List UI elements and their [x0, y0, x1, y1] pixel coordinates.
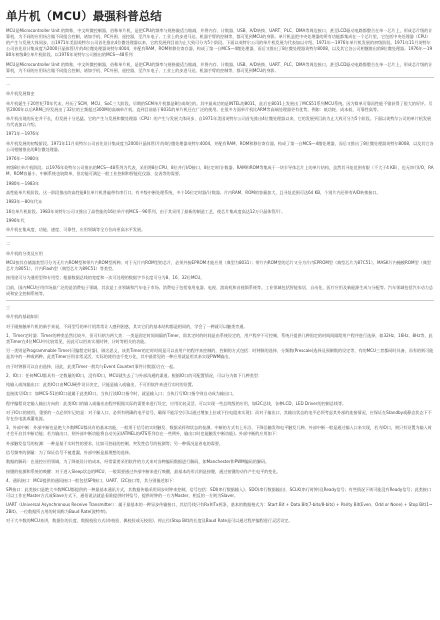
paragraph: 直接读写IO口：如MCS-51的IO口就属于此类IO口。当执行读IO口指令时，就是输入口；当执行写IO口指令则自动成为输出口。	[6, 391, 237, 397]
page-title: 单片机（MCU）最强科普总结	[6, 9, 162, 23]
period-heading: 1980年～1983年	[6, 180, 40, 186]
paragraph: 1、Timer定时器：Timer的种类虽然比较多，但可归纳为两大类：一类是固定时间间隔的Timer，即其定时的时间是由系统设定的，用户程序不可控制，系统只提供几种固定的时间间隔给用户程序进行选择，如32Hz、16Hz、8Hz等，此类Timer在4位MCU中比较常见，因此可以用来实现时钟、计时等相关的功能。	[6, 332, 433, 344]
paragraph: 信号频率的测量：为了保证信号不被遗漏，外部中断是最理想的选择。	[6, 449, 133, 455]
paragraph: 程序编程设定输入输出方向的：此类IO口的输入或输出由程序根据实际的需要来进行设定，应用比较灵活，可以实现一些总线级的应用，如I2C总线、各种LCD、LED Driver的控制总线等。	[6, 400, 347, 406]
paragraph: 单片机在集成度、功能、速度、可靠性、应用领域等全方位向更高水平发展。	[6, 227, 146, 233]
period-heading: 1971年～1976年	[6, 131, 40, 137]
paragraph: 由于时钟源可以自由选择，因此，此类Timer一般均与Event Counter(事件计数器)合在一起。	[6, 363, 178, 369]
section-heading: 单片机发展简史	[6, 91, 35, 97]
paragraph: 4、通讯接口：MCU提供的通讯接口一般包括SPI接口、UART、I2C接口等，其分别描述如下：	[6, 477, 177, 483]
paragraph: 单片机出现的历史并不长，但发展十分迅猛。它的产生与发展和微处理器（CPU）的产生与发展大体同步，自1971年美国英特尔公司首先推出4位微处理器以来，它的发展到目前为止大致可分为5个阶段。下面以英特尔公司的单片机发展为代表加以介绍。	[6, 115, 432, 128]
section-heading: 单片机的基础知识	[6, 314, 39, 320]
paragraph: MCU按其存储器类型可分为无片内ROM型和带片内ROM型两种。对于无片内ROM型的芯片，必须外接EPROM才能应用（典型为8031）；带片内ROM型的芯片又分为片内EPROM型（典型芯片为87C51）、MASK片内掩模ROM型（典型芯片为8051）、片内Flash型（典型芯片为89C51）等类型。	[6, 259, 431, 271]
paragraph: 对于大多数的MCU来讲，数据位的长度、数据校验方式(奇校验、偶校验或无校验)、停止位(Stop Bit)的长度及Baud Rate是可以通过程序编程进行灵活设定。	[6, 517, 293, 523]
section-number: 二	[6, 241, 11, 247]
period-heading: 1990年代	[6, 217, 25, 223]
paragraph: 16位单片机阶段。1983年英特尔公司又推出了高性能的16位单片机MCS－96系列，由于其采用了最新的制造工艺，使芯片集成度高达12万只晶体管/片。	[6, 208, 286, 214]
summary-paragraph: MCU是Microcontroller Unit 的简称，中文叫微控制器，俗称单片机，是把CPU的频率与规格做适当缩减，并将内存、计数器、USB、A/D转换、UART、PLC、DMA等周边接口，甚至LCD驱动电路都整合在单一芯片上，形成芯片级的计算机，为不同的应用场合做不同组合控制，诸如手机、PC外围、遥控器，至汽车电子、工业上的步进马达、机器手臂的控制等，都可见到MCU的身影。	[6, 61, 433, 73]
paragraph: 按键的检测和系统的唤醒：对于进入Sleep状态的MCU，一般需要通过外部中断来进行唤醒，最基本的形式则是按键，通过按键的动作产生电平的变化。	[6, 468, 281, 474]
paragraph: 另一类则是Programmable Timer(可编程定时器)，顾名思义，该类Timer的定时时间是可以由用户的程序来控制的，控制的方式包括：时钟源的选择、分频数(Prescale)选择及预制数的设定等，有的MCU三者都同时具备，而有的则可能是其中的一种或两种。此类Timer应用非常灵活，实际的使用也千变万化，其中最常见的一种应用就是用其来实现PWM输出。	[6, 348, 434, 360]
paragraph: 2、IO口：任何MCU都具有一定数量的IO口，没有IO口，MCU就失去了与外部沟通的渠道。根据IO口的可配置情况，可以分为如下几种类型：	[6, 372, 263, 378]
paragraph: 对于IO口的使用，重要的一点必须牢记的是：对于输入口，必须有明确的电平信号，确保不能浮空(可以通过增加上拉或下拉电阻来实现)；而对于输出口，其输出状态的电平必须考虑其外部的连接情况，应保证在Standby或静态状态下不存在拉电流或灌电流。	[6, 409, 432, 422]
article-body	[6, 28, 434, 524]
paragraph: 数据的解码：在遥控应用领域，为了降低设计的成本，经常需要采用软件的方式来对各种编码数据进行解码，如Manchester和PWM编码的解码。	[6, 459, 270, 465]
section-number: 三	[6, 304, 11, 310]
section-heading: 单片机的分类及应用	[6, 250, 43, 256]
paragraph: 3、外部中断：外部中断也是绝大多数MCU都具有的基本功能，一般用于信号的实时触发、数据采样和状态的检测。中断的方式有上升沿、下降沿触发和电平触发几种。外部中断一般是通过输入口来实现，若为IO口，则只有设置为输入时才会开启其中断功能；若为输出口，则外部中断功能将自动关闭(ATMEL的ATS系列存在一些例外，输出口时也能触发中断功能)。外部中断的应用如下：	[6, 425, 432, 437]
paragraph: 外部触发信号的检测：一种是基于实时性的要求，比如可控硅的控制，突发性信号的检测等；另一种情况是省电的需要。	[6, 440, 223, 446]
paragraph: 初级8位单片机阶段。以1976年英特尔公司推出的MCS—48系列为代表，采用将8位CPU、8位并行I/O接口、8位定时/计数器、RAM和ROM等集成于一块半导体芯片上的单片结构，虽然其寻址范围有限（不大于4 KB），也无串行I/O，RAM、ROM容量小，中断系统也较简单，但功能可满足一般工业控制和智能化仪器、仪表等的需要。	[6, 165, 434, 177]
paragraph: 纯输入或纯输出口：此类IO口由MCU硬件设计决定，只能是输入或输出，不可用软件来进行实时的设置。	[6, 382, 196, 388]
paragraph: SPI接口：此类接口是绝大多数MCU都提供的一种最基本通讯方式，其数据传输采用同步时钟来控制，信号包括：SDI(串行数据输入)、SDO(串行数据输出)、SCLK(串行时钟)及Ready信号；有些情况下则可能没有Ready信号；此类接口可以工作在Master方式或Slave方式下，通俗说法就是看谁提供时钟信号，提供时钟的一方为Master，相反的一方则为Slaver。	[6, 487, 431, 499]
paragraph: 单片机发展的初级阶段。1971年11月英特尔公司首先设计集成度为2000只晶体管/片的4位微处理器英特尔4004，并配有RAM、ROM和移位寄存器，构成了第一台MCS—4微处理器，而后又推出了8位微处理器英特尔8008，以及其它各公司相继推出的8位微处理器。	[6, 140, 434, 152]
divider	[6, 300, 434, 301]
period-heading: 1983年～80年代末	[6, 199, 43, 205]
intro-paragraph: MCU是Microcontroller Unit 的简称，中文叫微控制器，俗称单片机，是把CPU的频率与规格做适当缩减，并将内存、计数器、USB、A/D转换、UART、PLC、DMA等周边接口，甚至LCD驱动电路都整合在单一芯片上，形成芯片级的计算机，为不同的应用场合做不同组合控制，诸如手机、PC外围、遥控器，至汽车电子、工业上的步进马达、机器手臂的控制等，都可见到MCU的身影。单片机是把中央处理器的所有功能都集成在一个芯片里，它包括中央处理器（CPU）的产生与发展大体同步，自1971年美国英特尔公司首先推出4位微处理器以来，它的发展到目前为止大致可分为5个阶段。下面以英特尔公司的单片机发展为代表加以介绍。1971年～1976年单片机发展的初级阶段。1971年11月英特尔公司首先设计集成度为2000只晶体管/片的4位微处理器英特尔4004，并配有RAM、ROM和移位寄存器，构成了第一台MCS—4微处理器，而后又推出了8位微处理器英特尔8008，以及其它各公司相继推出的8位微处理器。1976年～1980年初级8位单片机阶段。以1976年英特尔公司推出的MCS—48系列	[6, 28, 433, 58]
paragraph: 目前，国内MCU应用市场最广泛的是消费电子领域，其次是工业领域和汽车电子市场。消费电子包括家用电器、电视、游戏机和音视频系统等。工业领域包括智能家居、自动化、医疗应用及新能源生成与分配等。汽车领域包括汽车动力总成和安全控制系统等。	[6, 284, 433, 296]
paragraph: 对于刚接触单片机的新手来说，不同型号的单片机常常让人感到困惑，其实它们的基本结构都是相同的，学会了一种就可以触类旁通。	[6, 323, 248, 329]
paragraph: 高性能单片机阶段。这一阶段推出的高性能8位单片机普遍带有串行口，有多级中断处理系统，多个16位定时器/计数器。片内RAM、ROM的容量加大，且寻址范围可达64 KB，个别片内还带有A/D转换接口。	[6, 189, 381, 195]
paragraph: 单片机诞生于20世纪70年代末，经历了SCM、MCU、SoC三大阶段。早期的SCM单片机都是8位或4位的。其中最成功的是INTEL的8031，此后在8031上发展出了MCS51系列MCU系统。因为简单可靠而性能不错获得了很大的好评。尽管2000年以后ARM已经发展出了32位的主频超过300M的高端单片机，直到目前基于8031的单片机还在广泛的使用。在很多方面单片机比ARM等高端处理器更有优势，例如：低功耗、成本低、可靠性高等。	[6, 100, 433, 112]
watermark: ​	[111, 112, 129, 143]
period-heading: 1976年～1980年	[6, 156, 40, 161]
divider	[6, 77, 434, 78]
paragraph: 按用途可分为通用型和专用型；根据数据总线的宽度和一次可处理的数据字节长度可分为8、16、32位MCU。	[6, 275, 205, 281]
paragraph: UART（Universal Asynchronous Receive Transmitter）：属于最基本的一种异步传输接口，其信号线只有Rx和Tx两条，基本的数据格式为：Start Bit + Data Bit(7-bits/8-bits) + Parity Bit(Even、Odd or None) + Stop Bit(1~2Bit)。一位数据所占用的时间称为Baud Rate(波特率)。	[6, 502, 433, 514]
section-number: 一	[6, 82, 11, 88]
divider	[6, 236, 434, 237]
